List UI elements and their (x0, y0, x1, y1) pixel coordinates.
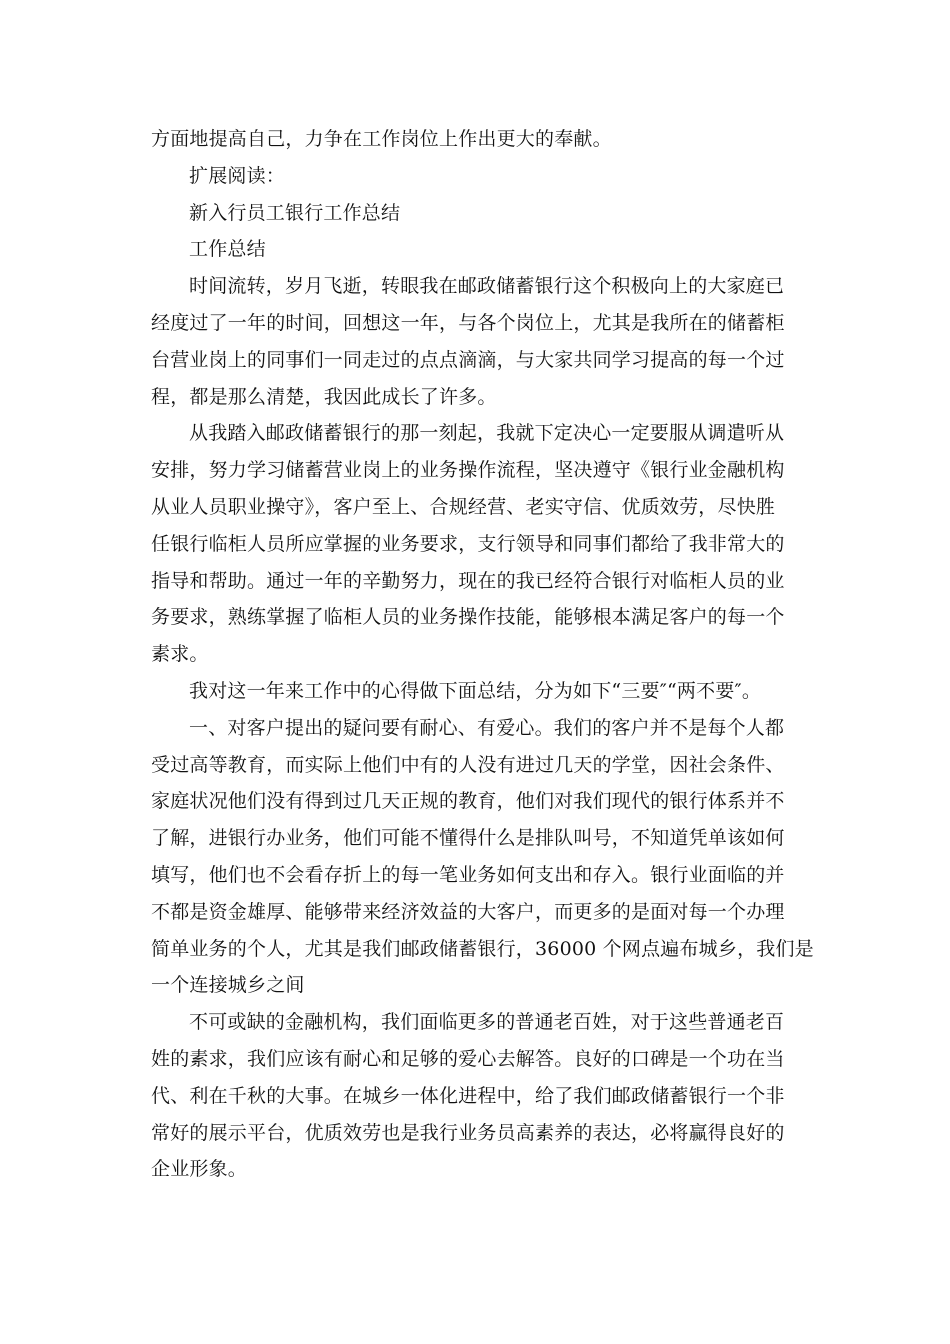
text-line: 从业人员职业操守》，客户至上、合规经营、老实守信、优质效劳，尽快胜 (151, 495, 776, 518)
text-line: 不都是资金雄厚、能够带来经济效益的大客户，而更多的是面对每一个办理 (151, 900, 785, 923)
text-line: 简单业务的个人，尤其是我们邮政储蓄银行，36000 个网点遍布城乡，我们是 (151, 937, 814, 960)
text-line: 扩展阅读： (189, 164, 286, 187)
text-line: 素求。 (151, 643, 209, 666)
text-line: 常好的展示平台，优质效劳也是我行业务员高素养的表达，必将赢得良好的 (151, 1121, 785, 1144)
text-line: 工作总结 (189, 238, 266, 261)
text-line: 我对这一年来工作中的心得做下面总结，分为如下“三要″“两不要″。 (189, 679, 762, 702)
text-line: 了解，进银行办业务，他们可能不懂得什么是排队叫号，不知道凭单该如何 (151, 827, 785, 850)
text-line: 家庭状况他们没有得到过几天正规的教育，他们对我们现代的银行体系并不 (151, 790, 785, 813)
document-body (151, 121, 814, 1188)
text-line: 一、对客户提出的疑问要有耐心、有爱心。我们的客户并不是每个人都 (189, 716, 785, 739)
text-line: 一个连接城乡之间 (151, 974, 305, 997)
text-line: 程，都是那么清楚，我因此成长了许多。 (151, 385, 497, 408)
text-line: 姓的素求，我们应该有耐心和足够的爱心去解答。良好的口碑是一个功在当 (151, 1047, 785, 1070)
text-line: 代、利在千秋的大事。在城乡一体化进程中，给了我们邮政储蓄银行一个非 (151, 1084, 785, 1107)
text-line: 经度过了一年的时间，回想这一年，与各个岗位上，尤其是我所在的储蓄柜 (151, 311, 785, 334)
text-line: 任银行临柜人员所应掌握的业务要求，支行领导和同事们都给了我非常大的 (151, 532, 785, 555)
text-line: 时间流转，岁月飞逝，转眼我在邮政储蓄银行这个积极向上的大家庭已 (189, 275, 785, 298)
text-line: 指导和帮助。通过一年的辛勤努力，现在的我已经符合银行对临柜人员的业 (151, 569, 785, 592)
text-line: 方面地提高自己，力争在工作岗位上作出更大的奉献。 (151, 128, 612, 150)
text-line: 企业形象。 (151, 1158, 248, 1181)
text-line: 受过高等教育，而实际上他们中有的人没有进过几天的学堂，因社会条件、 (151, 753, 785, 776)
text-line: 不可或缺的金融机构，我们面临更多的普通老百姓，对于这些普通老百 (189, 1011, 785, 1034)
text-line: 从我踏入邮政储蓄银行的那一刻起，我就下定决心一定要服从调遣听从 (189, 422, 785, 445)
text-line: 新入行员工银行工作总结 (189, 201, 401, 224)
text-line: 安排，努力学习储蓄营业岗上的业务操作流程，坚决遵守《银行业金融机构 (151, 459, 785, 482)
text-line: 务要求，熟练掌握了临柜人员的业务操作技能，能够根本满足客户的每一个 (151, 606, 785, 629)
text-line: 台营业岗上的同事们一同走过的点点滴滴，与大家共同学习提高的每一个过 (151, 348, 785, 371)
text-line: 填写，他们也不会看存折上的每一笔业务如何支出和存入。银行业面临的并 (151, 863, 785, 886)
